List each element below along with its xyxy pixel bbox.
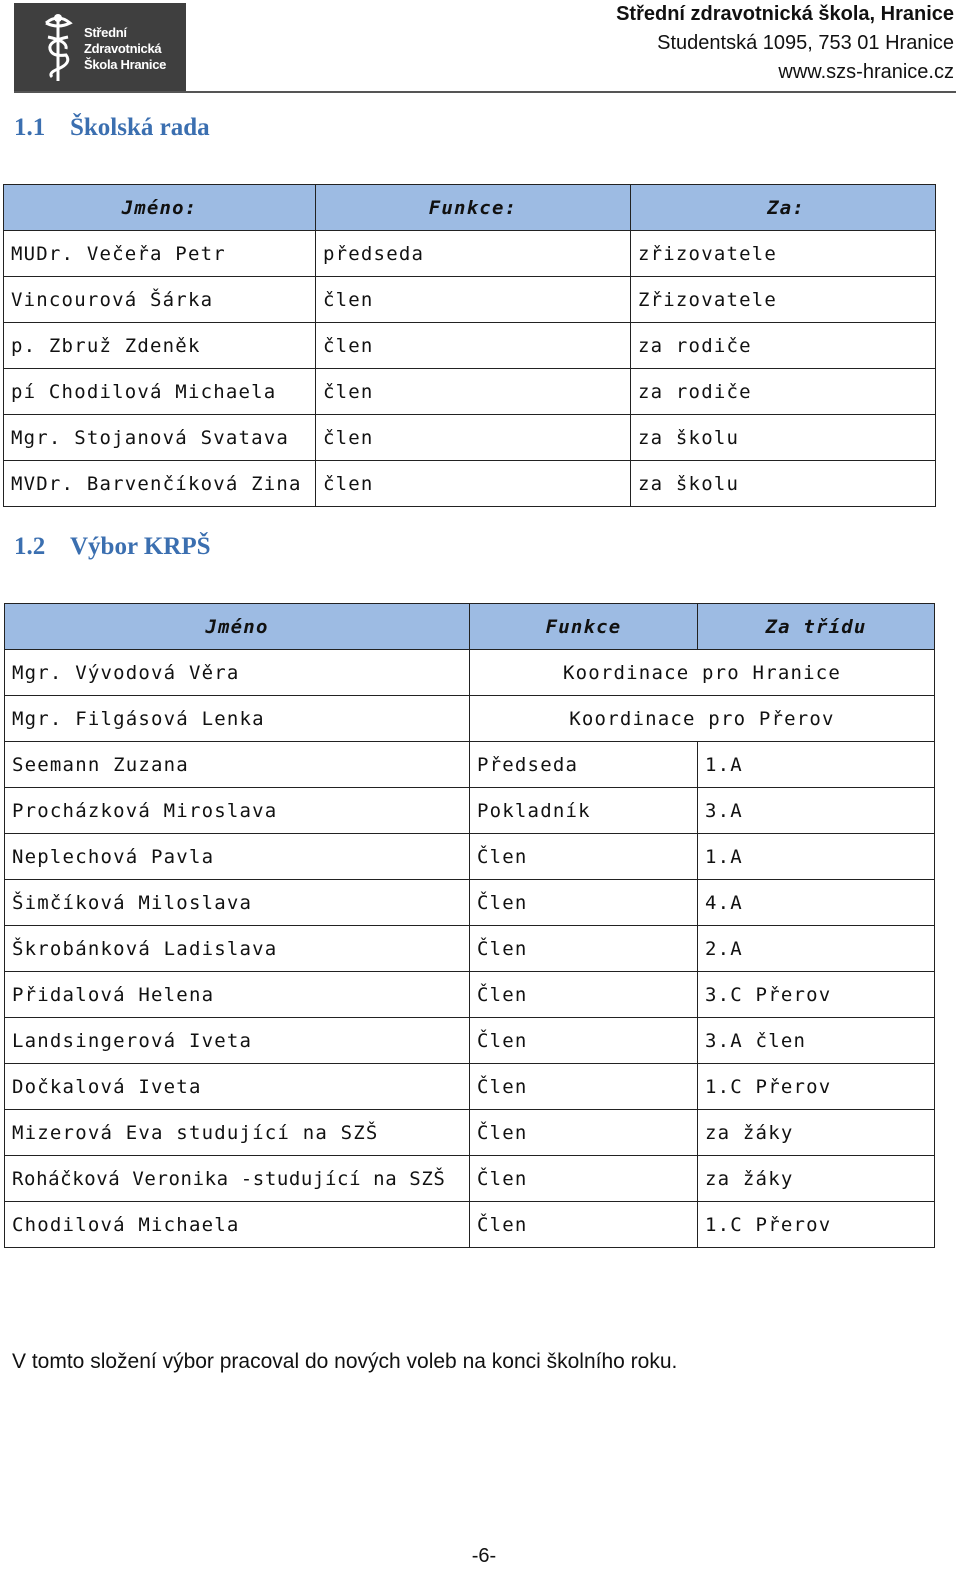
cell-name: Mizerová Eva studující na SZŠ [5,1110,470,1156]
table-row [5,1110,935,1156]
cell-name: Šimčíková Miloslava [5,880,470,926]
logo-line-2: Zdravotnická [84,41,162,56]
section-title: Výbor KRPŠ [70,533,211,560]
column-header-class: Za třídu [698,604,935,650]
school-logo [14,3,186,91]
cell-name: Procházková Miroslava [5,788,470,834]
table-row [5,834,935,880]
table-row [5,926,935,972]
cell-name: pí Chodilová Michaela [4,369,316,415]
cell-name: Vincourová Šárka [4,277,316,323]
cell-function: Člen [470,1156,698,1202]
section-heading-skolska-rada [14,114,210,142]
cell-function: člen [316,369,631,415]
cell-name: Chodilová Michaela [5,1202,470,1248]
cell-name: Mgr. Vývodová Věra [5,650,470,696]
table-row [4,415,936,461]
cell-class: 2.A [698,926,935,972]
cell-name: Neplechová Pavla [5,834,470,880]
cell-name: Landsingerová Iveta [5,1018,470,1064]
cell-function: člen [316,277,631,323]
column-header-for: Za: [631,185,936,231]
column-header-function: Funkce [470,604,698,650]
cell-class: 1.A [698,742,935,788]
table-row [4,323,936,369]
table-row [4,461,936,507]
cell-for: zřizovatele [631,231,936,277]
closing-note: V tomto složení výbor pracoval do nových voleb na konci školního roku. [12,1350,678,1373]
cell-class: 1.C Přerov [698,1064,935,1110]
school-address: Studentská 1095, 753 01 Hranice [657,32,954,54]
section-heading-vybor-krps [14,533,211,561]
table-row [4,231,936,277]
cell-function: Člen [470,1110,698,1156]
table-header-row [5,604,935,650]
cell-for: za školu [631,461,936,507]
table-row [5,1202,935,1248]
cell-for: za školu [631,415,936,461]
cell-function: Člen [470,972,698,1018]
cell-function: Předseda [470,742,698,788]
cell-function: Člen [470,834,698,880]
cell-name: Seemann Zuzana [5,742,470,788]
cell-class: 3.C Přerov [698,972,935,1018]
table-row [5,650,935,696]
cell-class: 1.C Přerov [698,1202,935,1248]
cell-name: Mgr. Filgásová Lenka [5,696,470,742]
cell-function: Člen [470,880,698,926]
table-header-row [4,185,936,231]
school-website: www.szs-hranice.cz [778,61,954,83]
cell-class: 3.A [698,788,935,834]
cell-function: Člen [470,1018,698,1064]
cell-class: 4.A [698,880,935,926]
cell-name: Dočkalová Iveta [5,1064,470,1110]
cell-function: Člen [470,926,698,972]
cell-class: za žáky [698,1110,935,1156]
logo-line-1: Střední [84,25,127,40]
cell-function: člen [316,415,631,461]
cell-name: MUDr. Večeřa Petr [4,231,316,277]
cell-function: Člen [470,1064,698,1110]
table-row [5,972,935,1018]
table-row [5,742,935,788]
cell-class: za žáky [698,1156,935,1202]
header-divider [14,91,956,93]
cell-name: Mgr. Stojanová Svatava [4,415,316,461]
table-row [5,696,935,742]
section-title: Školská rada [70,114,210,141]
table-row [4,369,936,415]
table-row [5,1064,935,1110]
cell-for: za rodiče [631,369,936,415]
cell-function: člen [316,461,631,507]
table-row [4,277,936,323]
school-board-table [3,184,936,507]
column-header-name: Jméno [5,604,470,650]
column-header-name: Jméno: [4,185,316,231]
table-row [5,1156,935,1202]
cell-name: p. Zbruž Zdeněk [4,323,316,369]
header-contact [616,0,954,87]
page-number: -6- [471,1545,497,1567]
cell-name: Škrobánková Ladislava [5,926,470,972]
logo-line-3: Škola Hranice [84,57,167,72]
cell-function: člen [316,323,631,369]
cell-for: za rodiče [631,323,936,369]
cell-coordination: Koordinace pro Přerov [470,696,935,742]
column-header-function: Funkce: [316,185,631,231]
cell-function: Pokladník [470,788,698,834]
cell-class: 3.A člen [698,1018,935,1064]
cell-name: Roháčková Veronika -studující na SZŠ [5,1156,470,1202]
table-row [5,788,935,834]
krps-committee-table [4,603,935,1248]
cell-for: Zřizovatele [631,277,936,323]
caduceus-icon [38,11,78,83]
table-row [5,880,935,926]
cell-function: předseda [316,231,631,277]
cell-name: Přidalová Helena [5,972,470,1018]
section-number: 1.2 [14,533,46,560]
school-name: Střední zdravotnická škola, Hranice [616,3,954,25]
cell-coordination: Koordinace pro Hranice [470,650,935,696]
section-number: 1.1 [14,114,46,141]
cell-function: Člen [470,1202,698,1248]
cell-class: 1.A [698,834,935,880]
table-row [5,1018,935,1064]
cell-name: MVDr. Barvenčíková Zina [4,461,316,507]
